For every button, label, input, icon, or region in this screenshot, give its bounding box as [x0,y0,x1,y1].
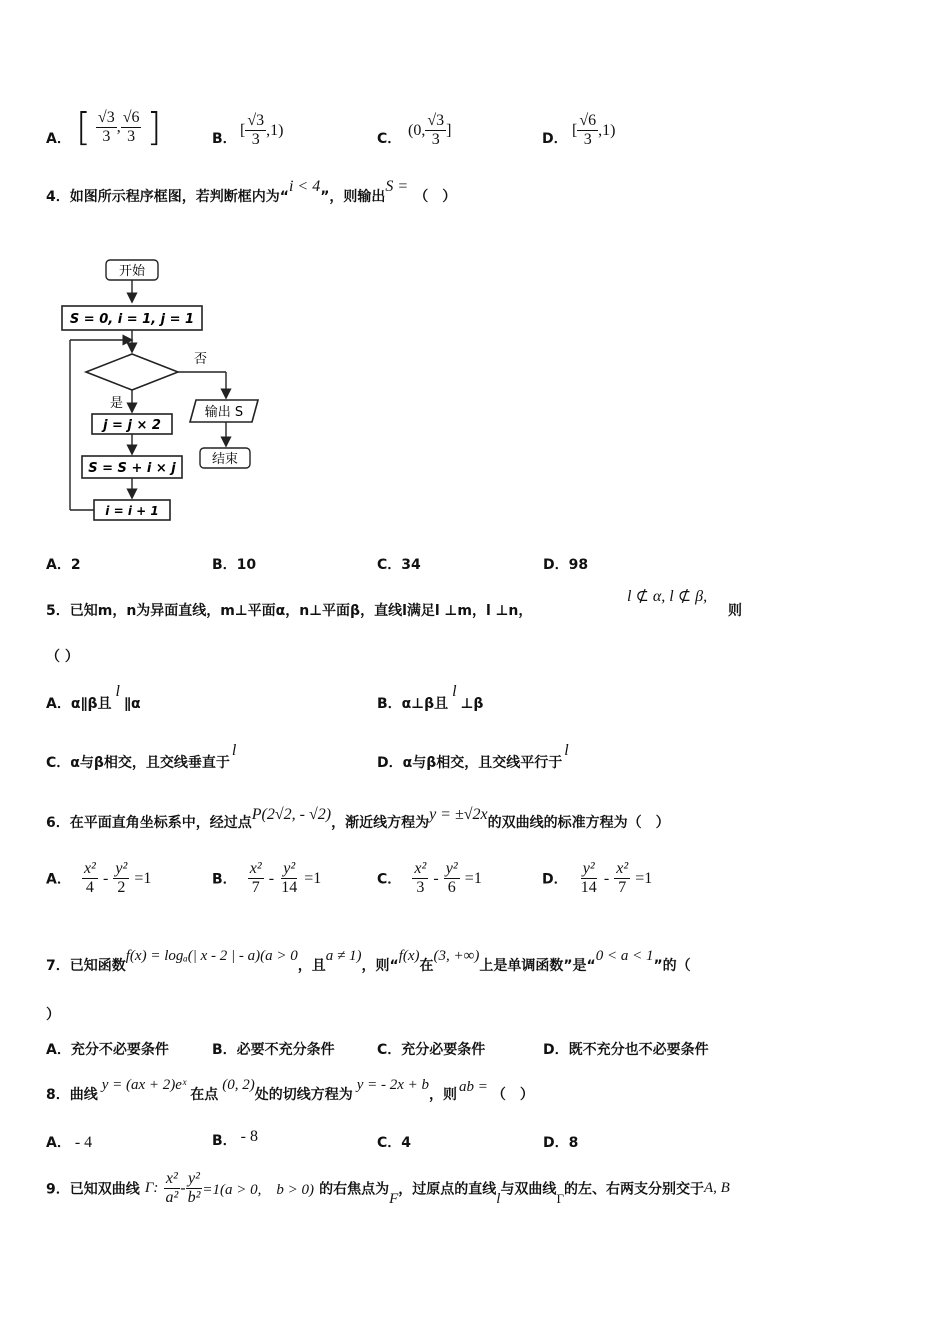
q8-ab: ab = [459,1079,488,1095]
q3-options [46,104,666,164]
q8-stem-a: 8．曲线 [46,1087,98,1103]
q8-stem [46,1077,534,1104]
q6-a-label: A． [46,871,71,888]
q6-d-eq: =1 [635,870,653,887]
q3-a-num2: √6 [122,108,140,126]
q5-option-b-text: B．α⊥β且 [377,696,449,712]
q3-option-d-expr [572,112,615,149]
q6-options [46,860,746,910]
q4-flowchart [58,252,278,532]
q3-a-den2: 3 [127,127,136,145]
q6-stem-b: ，渐近线方程为 [331,815,430,831]
q7-stem-b: ，且 [297,958,326,974]
q6-option-c [377,860,482,897]
q8-option-a [46,1132,92,1152]
q7-stem-e: 上是单调函数”是“ [479,958,596,974]
q6-stem [46,806,670,832]
q6-d-n2: x² [616,860,629,877]
flow-step3-text: i = i + 1 [105,504,159,518]
q9-stem-a: 9．已知双曲线 [46,1181,140,1198]
q3-option-c-expr [408,112,451,149]
flow-step1-text: j = j × 2 [103,418,161,433]
q5-option-d-text: D．α与β相交，且交线平行于 [377,755,563,771]
q5-paren: （ ） [46,649,79,665]
flow-no-label: 否 [194,352,208,367]
q3-a-sep: , [116,118,121,136]
q5-option-c-l: l [231,742,237,759]
q3-d-close: ,1) [598,122,616,139]
q4-stem-c: （ ） [414,189,457,205]
q7-function: f(x) = logₐ(| x - 2 | - a)(a > 0 [125,948,298,964]
q5-option-a-tail: ∥α [123,696,141,712]
q3-option-c-label: C． [377,131,402,147]
q3-b-num: √3 [247,112,265,129]
q6-option-a [46,860,151,897]
q5-option-b-l: l [452,683,457,700]
q9-gamma: Γ: [144,1180,159,1196]
q6-b-minus: - [268,870,275,887]
q7-stem [46,948,691,975]
q9-AB: A, B [703,1180,730,1196]
q5-option-d-l: l [564,742,569,759]
q5-stem-text: 5．已知m，n为异面直线，m⊥平面α，n⊥平面β，直线l满足l ⊥m，l ⊥n， [46,603,533,619]
q5-cond: l ⊄ α, l ⊄ β, [627,588,708,605]
q8-stem-c: 处的切线方程为 [254,1087,353,1103]
q8-stem-b: 在点 [190,1087,219,1103]
q6-a-n1: x² [83,860,96,877]
q8-option-b-value: - 8 [240,1128,258,1145]
q7-option-b: B．必要不充分条件 [212,1042,335,1058]
q9-d1: a² [165,1189,179,1206]
q6-option-d [542,860,652,897]
q6-b-n2: y² [283,860,296,877]
q8-line: y = - 2x + b [356,1077,430,1093]
q9-G: Γ [556,1191,564,1206]
q9-d2: b² [187,1189,201,1206]
q3-option-a-label: A． [46,131,71,147]
q5-tail: 则 [728,603,742,619]
q8-option-c: C．4 [377,1135,412,1151]
q4-output-var: S = [385,178,409,195]
q9-stem: 9．已知双曲线 Γ: $\frac{\text{x²}}{\text{a²}}$ - $\frac{\text{y²}}{\text{b²}}$ =1(a > 0, b > 0) 的右焦点为F，过原点的直线l与双曲线$_\Gamma$的左、右两支分别交于A, B [46,1170,730,1207]
q7-range: 0 < a < 1 [595,948,654,964]
q6-a-d1: 4 [85,879,94,896]
q9-stem-e: 的左、右两支分别交于 [563,1181,704,1198]
q5-option-a-text: A．α∥β且 [46,696,112,712]
q6-c-label: C． [377,871,402,888]
q9-n1: x² [165,1170,178,1187]
q9-stem-b: 的右焦点为 [319,1181,390,1198]
q7-fx: f(x) [398,948,420,964]
q6-c-n1: x² [414,860,427,877]
q4-option-b: B．10 [212,557,257,573]
q9-eq: =1(a > 0, b > 0) [202,1182,314,1198]
q4-stem-b: ”，则输出 [320,189,386,205]
q6-c-minus: - [433,870,439,887]
q6-d-d2: 7 [618,879,627,896]
q4-option-d: D．98 [543,557,589,573]
q6-point: P(2√2, - √2) [251,806,332,823]
q6-a-minus: - [102,870,109,887]
q3-c-open: (0, [408,122,426,139]
q8-stem-e: （ ） [491,1087,534,1103]
q3-b-open: [ [240,122,246,139]
q7-option-c: C．充分必要条件 [377,1042,486,1058]
q9-l: l [496,1191,501,1207]
q3-a-num1: √3 [97,108,115,126]
q6-a-d2: 2 [117,879,126,896]
q5-stem [46,600,532,620]
q4-stem-a: 4．如图所示程序框图，若判断框内为“ [46,189,289,205]
q3-c-num: √3 [427,112,445,129]
q4-option-c: C．34 [377,557,421,573]
q8-option-b-label: B． [212,1133,237,1149]
q5-option-a [46,683,141,713]
q6-b-d2: 14 [281,879,298,896]
q6-b-n1: x² [249,860,262,877]
q6-b-label: B． [212,871,237,888]
q6-a-n2: y² [115,860,128,877]
q5-option-d [377,742,569,772]
q9-stem-c: ，过原点的直线 [398,1181,497,1198]
q7-option-a: A．充分不必要条件 [46,1042,169,1058]
q8-option-b [212,1130,258,1150]
q5-option-c [46,742,237,772]
q3-option-b-expr [240,112,283,149]
q6-stem-a: 6．在平面直角坐标系中，经过点 [46,815,252,831]
q3-c-den: 3 [431,131,440,148]
q7-cond: a ≠ 1) [325,948,362,964]
q6-option-b [212,860,321,897]
q6-d-n1: y² [582,860,595,877]
q3-d-open: [ [572,122,578,139]
q6-c-d1: 3 [416,879,425,896]
q5-option-b [377,683,484,713]
q7-stem-f: ”的（ [653,958,691,974]
q4-option-a: A．2 [46,557,81,573]
q3-option-d-label: D． [542,131,568,147]
q6-b-d1: 7 [251,879,260,896]
q6-b-eq: =1 [304,870,322,887]
flow-end-text: 结束 [211,452,239,467]
q6-a-eq: =1 [134,870,152,887]
flow-yes-label: 是 [110,396,124,411]
q6-c-n2: y² [445,860,458,877]
q6-asymptote: y = ±√2x [429,806,488,823]
q3-b-close: ,1) [266,122,284,139]
q9-stem-d: 与双曲线 [500,1181,557,1198]
q3-d-num: √6 [579,112,597,129]
flow-output-text: 输出 S [204,405,244,420]
q4-stem [46,178,457,206]
flow-step2-text: S = S + i × j [88,461,176,476]
q6-d-label: D． [542,871,568,888]
q7-close: ） [46,1007,60,1023]
q6-d-minus: - [603,870,610,887]
q3-option-a-expr: [ $\frac{√3}{3}$ , $\frac{√6}{3}$ ] [76,105,162,149]
q8-option-a-label: A． [46,1135,71,1151]
q3-b-den: 3 [251,131,260,148]
q7-stem-c: ，则“ [361,958,399,974]
q6-c-eq: =1 [464,870,482,887]
q3-d-den: 3 [583,131,592,148]
q8-stem-d: ，则 [429,1087,458,1103]
q6-c-d2: 6 [447,879,456,896]
q3-c-close: ] [446,122,452,139]
q3-option-b-label: B． [212,131,237,147]
q7-interval: (3, +∞) [433,948,480,964]
q5-option-c-text: C．α与β相交，且交线垂直于 [46,755,230,771]
flow-decision-diamond [86,354,178,390]
q6-stem-c: 的双曲线的标准方程为（ ） [487,815,670,831]
q8-curve: y = (ax + 2)eˣ [101,1077,187,1093]
q8-option-d: D．8 [543,1135,579,1151]
q9-n2: y² [188,1170,200,1187]
q9-F: F [389,1191,399,1207]
q8-option-a-value: - 4 [74,1134,93,1151]
q7-stem-d: 在 [419,958,434,974]
q7-option-d: D．既不充分也不必要条件 [543,1042,709,1058]
flow-init-text: S = 0, i = 1, j = 1 [69,312,195,327]
flow-start-text: 开始 [118,264,146,279]
q5-option-b-tail: ⊥β [460,696,484,712]
q4-cond: i < 4 [288,178,321,195]
q7-stem-a: 7．已知函数 [46,958,126,974]
q6-d-d1: 14 [580,879,597,896]
q8-point: (0, 2) [222,1077,255,1093]
q3-a-den1: 3 [102,127,111,145]
q5-option-a-l: l [115,683,120,700]
